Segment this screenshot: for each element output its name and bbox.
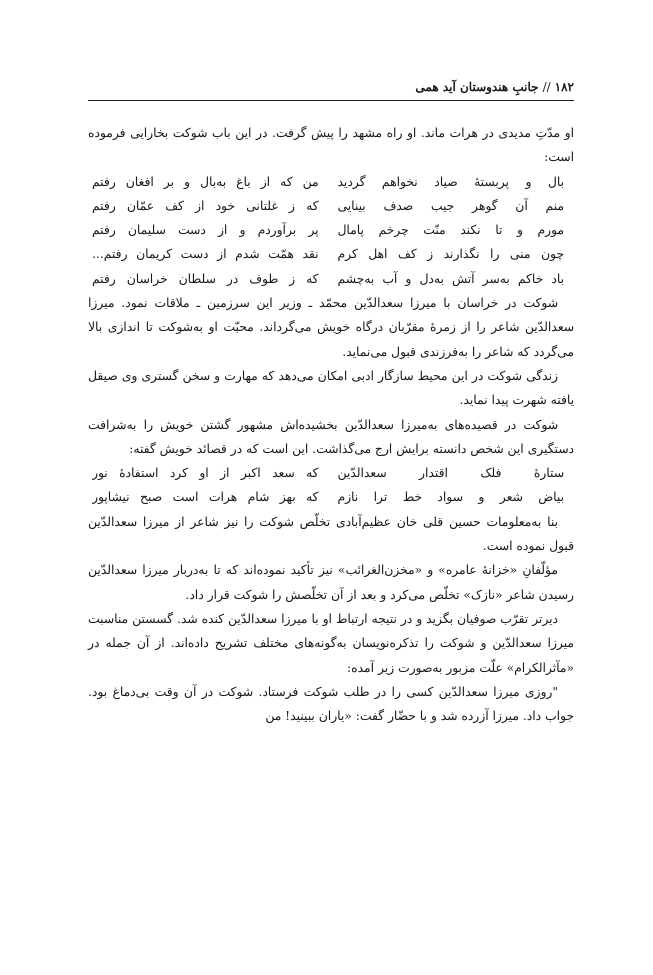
- verse-couplet: [88, 170, 574, 194]
- verse-couplet: [88, 267, 574, 291]
- page-number: ۱۸۲: [554, 80, 574, 94]
- verse-first-hemistich: بیاض شعر و سواد خط ترا نازم: [337, 490, 564, 505]
- verse-first-hemistich: منم آن گوهر جیب صدف بینایی: [337, 198, 564, 213]
- paragraph: دیرتر تقرّب صوفیان بگزید و در نتیجه ارتباط او با میرزا سعدالدّین کنده شد. گسستن مناسبت میرزا سعدالدّین و شوکت را تذکره‌نویسان به‌گونه‌های مختلف تشریح داده‌اند. از آن جمله در «مآثرالکرام» علّت مزبور به‌صورت زیر آمده:: [88, 611, 574, 675]
- verse-first-hemistich: بال و پربستهٔ صیاد نخواهم گردید: [337, 174, 564, 189]
- running-header: [88, 80, 574, 101]
- paragraph: شوکت در خراسان با میرزا سعدالدّین محمّد ـ وزیر این سرزمین ـ ملاقات نمود. میرزا سعدالدّین شاعر را از زمرهٔ مقرّبان درگاه خویش می‌گرداند. محبّت او به‌شوکت تا اندازی بالا می‌گردد که شاعر را به‌فرزندی قبول می‌نماید.: [88, 296, 574, 359]
- verse-first-hemistich: چون منی را نگذارند ز کف اهل کرم: [337, 247, 564, 262]
- verse-couplet: [88, 485, 574, 509]
- verse-second-hemistich: نقد همّت شدم از دست کریمان رفتم...: [92, 247, 319, 262]
- header-separator: //: [542, 80, 551, 94]
- paragraph: او مدّتِ مدیدی در هرات ماند. او راه مشهد را پیش گرفت. در این باب شوکت بخارایی فرموده است:: [88, 126, 574, 165]
- verse-couplet: [88, 461, 574, 485]
- verse-first-hemistich: باد خاکم به‌سر آتش به‌دل و آب به‌چشم: [337, 271, 564, 286]
- paragraph: مؤلّفانِ «خزانهٔ عامره» و «مخزن‌الغرائب» نیز تأکید نموده‌اند که تا به‌دربار میرزا سعدالدّین رسیدن شاعر «نازک» تخلّص می‌کرد و بعد از آن تخلّصش را شوکت قرار داد.: [88, 563, 574, 602]
- verse-first-hemistich: ستارهٔ فلک اقتدار سعدالدّین: [337, 466, 564, 481]
- verse-second-hemistich: که سعد اکبر از او کرد استفادهٔ نور: [92, 466, 319, 481]
- running-title: جانبِ هندوستان آید همی: [415, 80, 539, 94]
- verse-couplet: [88, 194, 574, 218]
- verse-second-hemistich: که ز طوف در سلطان خراسان رفتم: [92, 271, 319, 286]
- verse-second-hemistich: من که از باغ به‌بال و بر افغان رفتم: [92, 174, 319, 189]
- paragraph: شوکت در قصیده‌های به‌میرزا سعدالدّین بخشیده‌اش مشهور گشتن خویش را به‌شرافت دستگیری این شخص دانسته برایش ارج می‌گذاشت. این است که در قصائد خویش گفته:: [88, 417, 574, 456]
- verse-second-hemistich: که ز غلتانی خود از کف عمّان رفتم: [92, 198, 319, 213]
- paragraph: "روزی میرزا سعدالدّین کسی را در طلب شوکت فرستاد. شوکت در آن وقت بی‌دماغ بود. جواب داد. میرزا آزرده شد و با حضّار گفت: «یاران ببینید! من: [88, 684, 574, 724]
- verse-second-hemistich: پر برآوردم و از دست سلیمان رفتم: [92, 223, 319, 238]
- verse-first-hemistich: مورم و تا نکند منّت چرخم پامال: [337, 223, 564, 238]
- paragraph: زندگی شوکت در این محیط سازگار ادبی امکان می‌دهد که مهارت و سخن گستری وی صیقل یافته شهرت پیدا نماید.: [88, 368, 574, 408]
- verse-couplet: [88, 218, 574, 242]
- verse-couplet: [88, 242, 574, 266]
- document-page: [88, 80, 574, 728]
- paragraph: بنا به‌معلومات حسین قلی خان عظیم‌آبادی تخلّص شوکت را نیز شاعر از میرزا سعدالدّین قبول نموده است.: [88, 514, 574, 554]
- verse-second-hemistich: که بهز شام هرات است صبح نیشاپور: [92, 490, 319, 505]
- body-text: [88, 121, 574, 728]
